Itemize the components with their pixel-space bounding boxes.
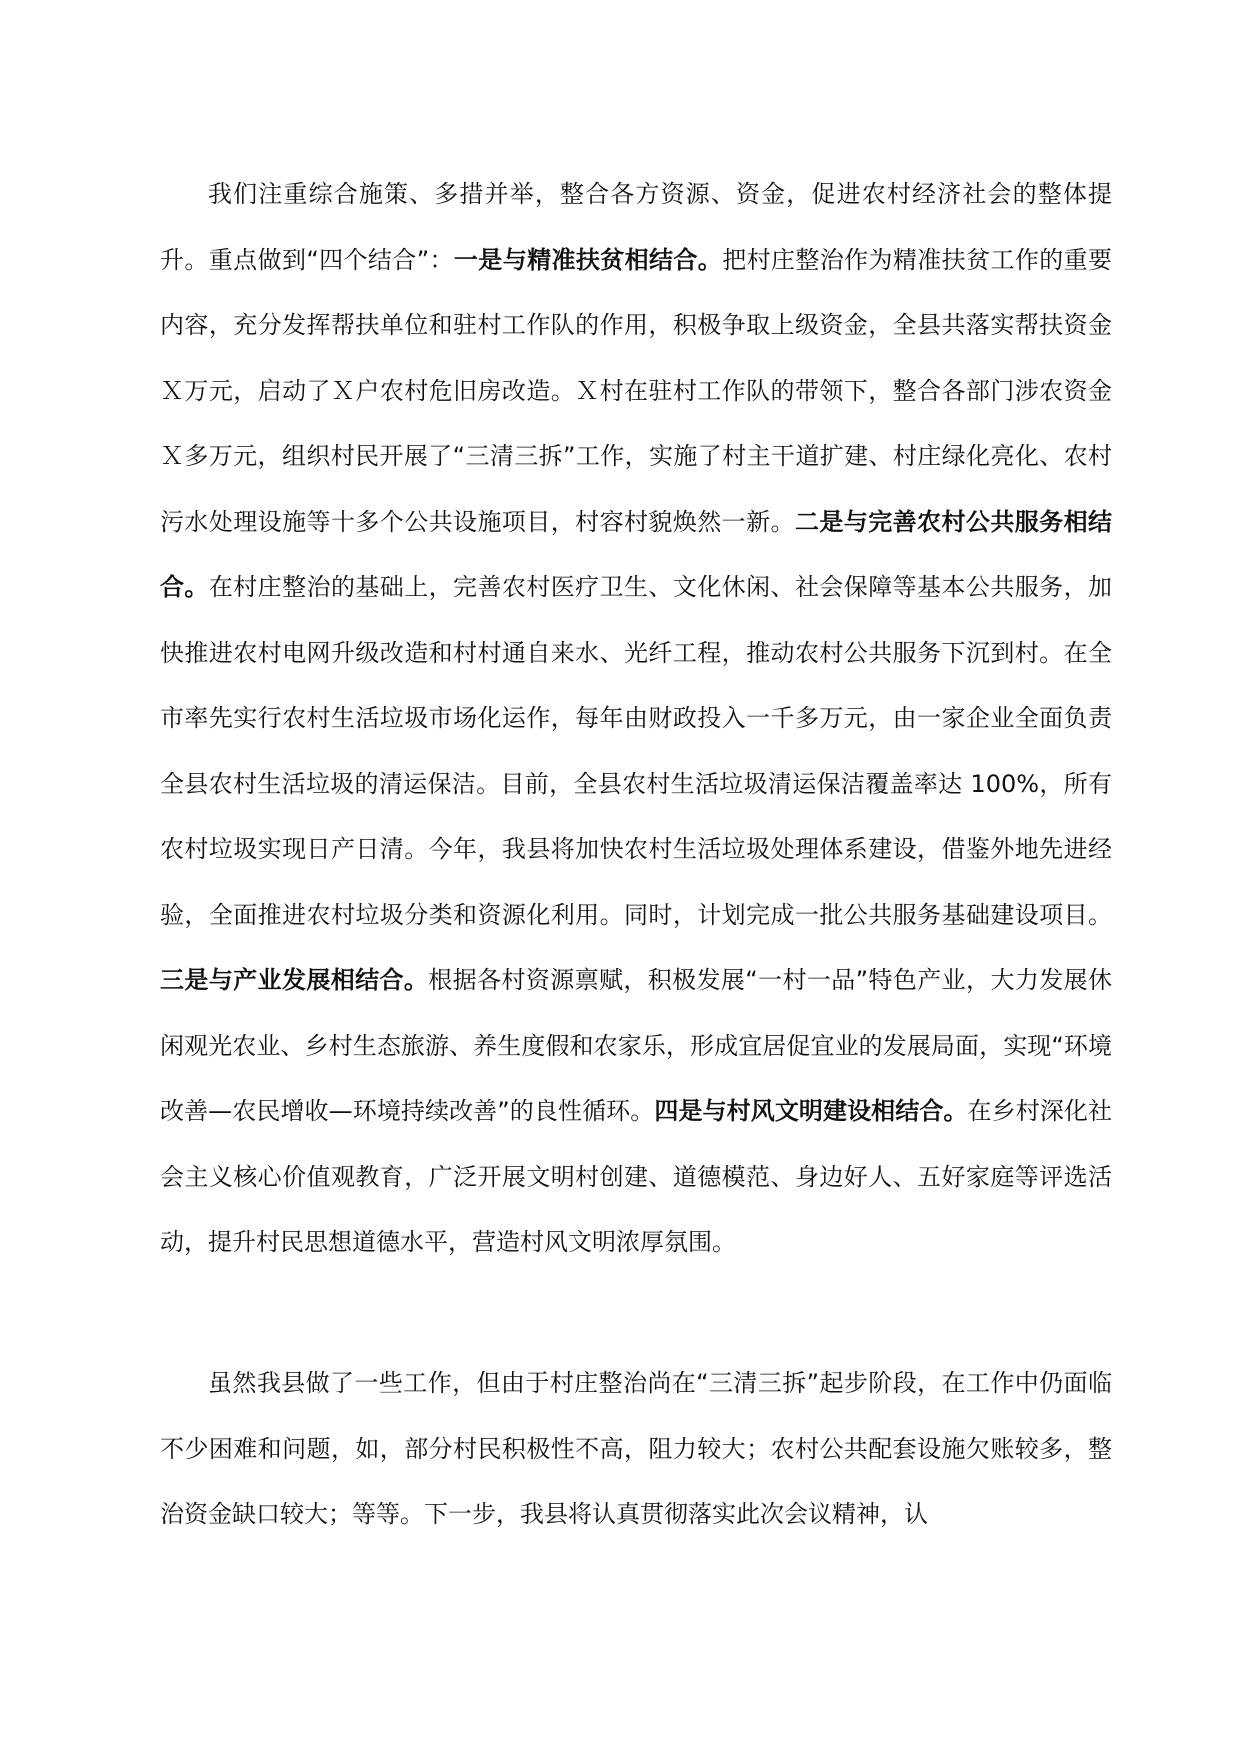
point-four-heading: 四是与村风文明建设相结合。 [654,1097,968,1125]
body-paragraph-1 [160,162,1112,1276]
body-paragraph-2 [160,1351,1112,1548]
point-three-heading: 三是与产业发展相结合。 [160,966,429,994]
paragraph-2-text: 虽然我县做了一些工作，但由于村庄整治尚在“三清三拆”起步阶段，在工作中仍面临不少困难和问题，如，部分村民积极性不高，阻力较大；农村公共配套设施欠账较多，整治资金缺口较大；等等。下一步，我县将认真贯彻落实此次会议精神，认 [160,1369,1112,1528]
paragraph-1-text: 把村庄整治作为精准扶贫工作的重要内容，充分发挥帮扶单位和驻村工作队的作用，积极争取上级资金，全县共落实帮扶资金Ｘ万元，启动了Ｘ户农村危旧房改造。Ｘ村在驻村工作队的带领下，整合各部门涉农资金Ｘ多万元，组织村民开展了“三清三拆”工作，实施了村主干道扩建、村庄绿化亮化、农村污水处理设施等十多个公共设施项目，村容村貌焕然一新。 [160,245,1113,536]
paragraph-1-text: 根据各村资源禀赋，积极发展“一村一品”特色产业，大力发展休闲观光农业、乡村生态旅游、养生度假和农家乐，形成宜居促宜业的发展局面，实现“环境改善—农民增收—环境持续改善”的良性循环。 [160,966,1112,1125]
point-two-heading: 二是与完善农村公共服务相结合。 [160,507,1113,601]
point-one-heading: 一是与精准扶贫相结合。 [453,245,723,274]
paragraph-1-text: 在村庄整治的基础上，完善农村医疗卫生、文化休闲、社会保障等基本公共服务，加快推进农村电网升级改造和村村通自来水、光纤工程，推动农村公共服务下沉到村。在全市率先实行农村生活垃圾市场化运作，每年由财政投入一千多万元，由一家企业全面负责全县农村生活垃圾的清运保洁。目前，全县农村生活垃圾清运保洁覆盖率达 100%，所有农村垃圾实现日产日清。今年，我县将加快农村生活垃圾处理体系建设，借鉴外地先进经验，全面推进农村垃圾分类和资源化利用。同时，计划完成一批公共服务基础建设项目。 [160,573,1112,929]
paragraph-1-text: 我们注重综合施策、多措并举，整合各方资源、资金，促进农村经济社会的整体提升。重点做到“四个结合”： [160,180,1112,274]
paragraph-1-text: 在乡村深化社会主义核心价值观教育，广泛开展文明村创建、道德模范、身边好人、五好家庭等评选活动，提升村民思想道德水平，营造村风文明浓厚氛围。 [160,1097,1113,1256]
